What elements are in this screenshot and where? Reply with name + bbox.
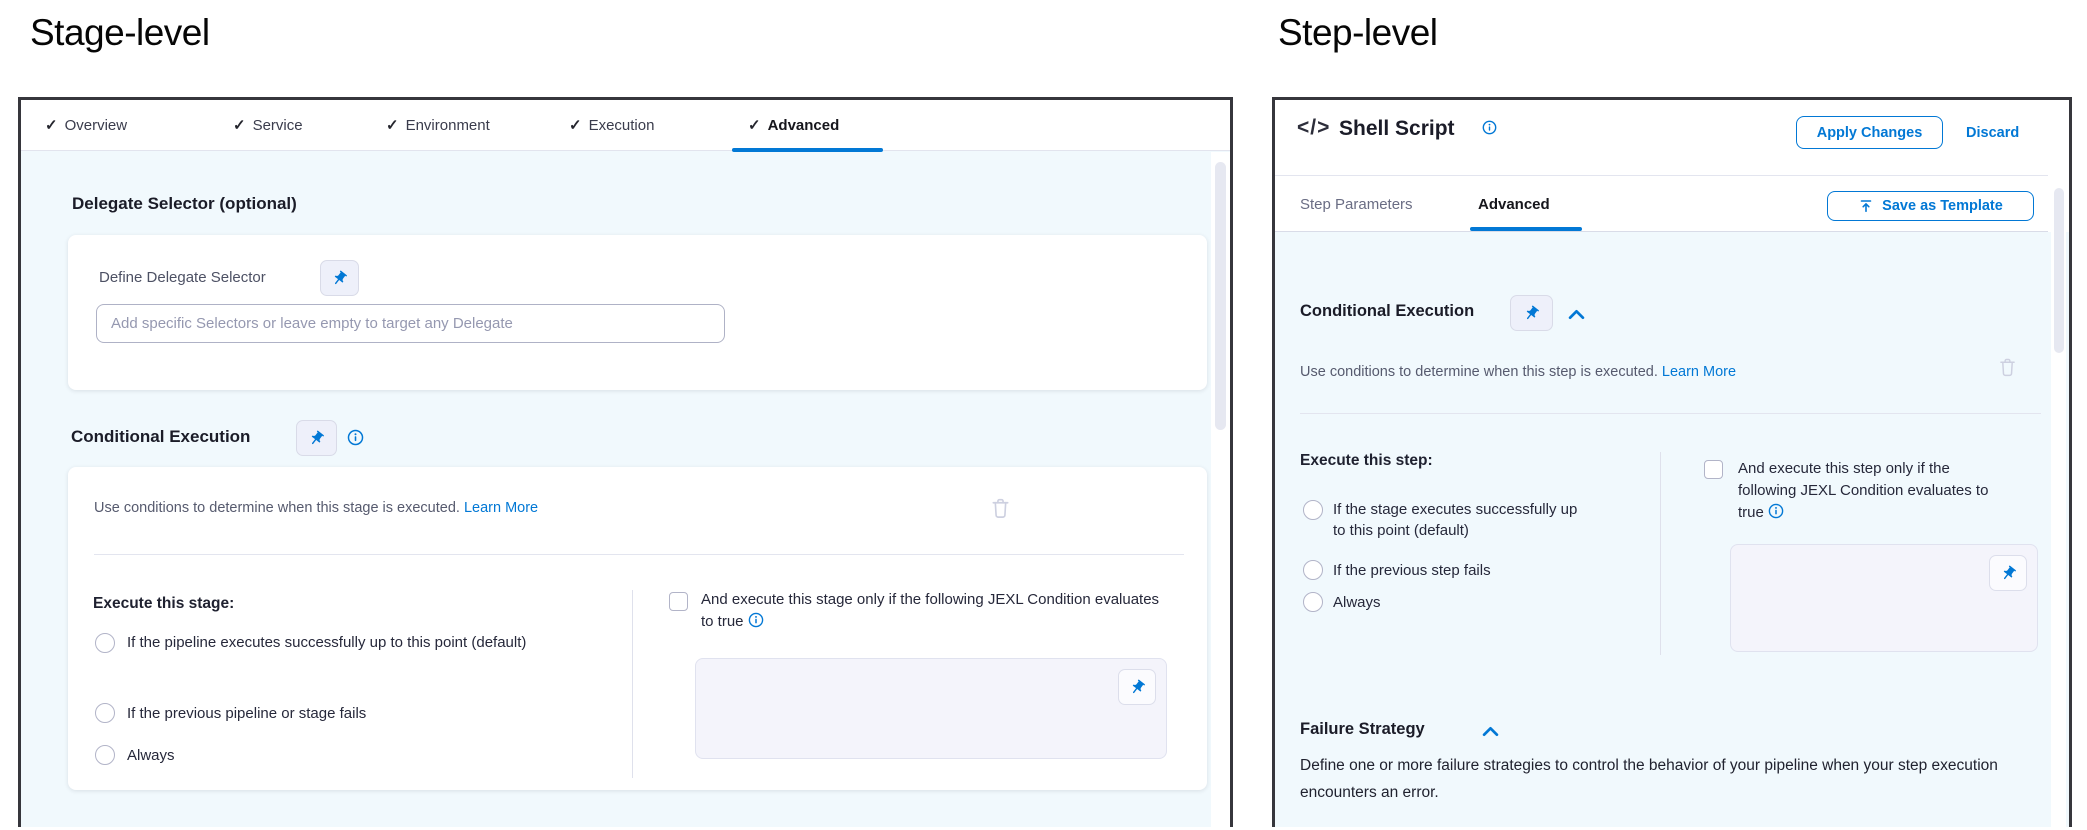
- shell-script-icon: </>: [1297, 116, 1331, 139]
- learn-more-link[interactable]: Learn More: [1661, 364, 1737, 380]
- info-icon[interactable]: [1482, 120, 1497, 140]
- tab-label: Advanced: [1478, 196, 1550, 213]
- delegate-selector-heading: Delegate Selector (optional): [72, 194, 297, 213]
- stage-level-title: Stage-level: [30, 12, 210, 53]
- radio-label-stage-success[interactable]: If the stage executes successfully up to this point (default): [1333, 501, 1578, 539]
- info-icon[interactable]: [347, 429, 364, 451]
- tab-label: Service: [252, 117, 303, 134]
- failure-strategy-heading: Failure Strategy: [1300, 720, 1425, 738]
- execute-this-stage-label: Execute this stage:: [93, 595, 235, 612]
- tab-execution[interactable]: [569, 117, 654, 134]
- discard-button[interactable]: Discard: [1966, 125, 2020, 141]
- jexl-checkbox[interactable]: [669, 592, 688, 611]
- radio-previous-fails[interactable]: [95, 703, 115, 723]
- jexl-checkbox[interactable]: [1704, 460, 1723, 479]
- delegate-selector-input[interactable]: [96, 304, 725, 343]
- scrollbar-thumb[interactable]: [2054, 188, 2064, 353]
- info-icon[interactable]: [1768, 503, 1784, 526]
- jexl-condition-label: [1738, 458, 2010, 526]
- conditional-pin-button[interactable]: [296, 420, 337, 456]
- jexl-expression-input[interactable]: [1730, 544, 2038, 652]
- header-divider: [1275, 175, 2048, 176]
- step-level-title: Step-level: [1278, 12, 1438, 53]
- conditional-description: [1300, 364, 1736, 380]
- save-as-template-label: Save as Template: [1882, 198, 2003, 214]
- tab-service[interactable]: [233, 117, 303, 134]
- check-icon: ✓: [748, 117, 761, 134]
- jexl-condition-label: [701, 589, 1167, 635]
- radio-stage-success[interactable]: [1303, 500, 1323, 520]
- delegate-pin-button[interactable]: [320, 260, 359, 296]
- conditional-description-text: Use conditions to determine when this step is executed.: [1300, 364, 1658, 380]
- jexl-expression-input[interactable]: [695, 658, 1167, 759]
- check-icon: ✓: [233, 117, 246, 134]
- radio-always[interactable]: [1303, 592, 1323, 612]
- apply-changes-button[interactable]: Apply Changes: [1796, 116, 1943, 149]
- define-delegate-selector-label: Define Delegate Selector: [99, 269, 266, 286]
- tab-advanced[interactable]: [748, 117, 839, 134]
- tab-advanced[interactable]: [1478, 196, 1550, 213]
- step-panel: [1272, 97, 2072, 827]
- tab-label: Advanced: [767, 117, 840, 134]
- collapse-chevron-icon[interactable]: [1568, 307, 1585, 325]
- radio-pipeline-success[interactable]: [95, 633, 115, 653]
- radio-label-previous-fails[interactable]: If the previous pipeline or stage fails: [127, 705, 367, 722]
- radio-previous-step-fails[interactable]: [1303, 560, 1323, 580]
- tab-label: Overview: [64, 117, 128, 134]
- conditional-description-text: Use conditions to determine when this stage is executed.: [94, 500, 460, 516]
- radio-label-pipeline-success[interactable]: If the pipeline executes successfully up to this point (default): [127, 634, 527, 651]
- section-divider: [1300, 413, 2041, 414]
- pin-icon: [328, 266, 352, 290]
- tab-label: Environment: [405, 117, 490, 134]
- jexl-condition-text: And execute this stage only if the following JEXL Condition evaluates to true: [701, 591, 1160, 630]
- failure-strategy-description: Define one or more failure strategies to control the behavior of your pipeline when your step execution encounters an error.: [1300, 757, 1998, 801]
- tab-label: Execution: [588, 117, 655, 134]
- check-icon: ✓: [569, 117, 582, 134]
- check-icon: ✓: [386, 117, 399, 134]
- radio-label-always[interactable]: Always: [1333, 594, 1381, 611]
- delete-icon[interactable]: [1997, 355, 2018, 385]
- check-icon: ✓: [45, 117, 58, 134]
- pin-icon: [1996, 561, 2020, 585]
- tabrow-divider: [1275, 231, 2048, 232]
- column-divider: [632, 590, 633, 778]
- card-divider: [94, 554, 1184, 555]
- pin-icon: [1520, 301, 1544, 325]
- collapse-chevron-icon[interactable]: [1482, 724, 1499, 742]
- tab-environment[interactable]: [386, 117, 490, 134]
- step-title: Shell Script: [1339, 117, 1455, 140]
- conditional-pin-button[interactable]: [1510, 295, 1553, 331]
- tab-label: Step Parameters: [1300, 196, 1413, 213]
- delete-icon[interactable]: [989, 495, 1012, 527]
- conditional-execution-heading: Conditional Execution: [71, 427, 251, 446]
- scrollbar-thumb[interactable]: [1215, 162, 1226, 430]
- jexl-pin-button[interactable]: [1989, 555, 2027, 591]
- conditional-description: [94, 500, 538, 516]
- radio-label-previous-step-fails[interactable]: If the previous step fails: [1333, 562, 1491, 579]
- tab-overview[interactable]: [45, 117, 127, 134]
- stage-panel: [18, 97, 1233, 827]
- radio-always[interactable]: [95, 745, 115, 765]
- tab-step-parameters[interactable]: [1300, 196, 1413, 213]
- column-divider: [1660, 452, 1661, 655]
- upload-icon: [1858, 198, 1874, 214]
- save-as-template-button[interactable]: [1827, 191, 2034, 221]
- active-tab-underline: [732, 148, 883, 152]
- execute-this-step-label: Execute this step:: [1300, 452, 1433, 469]
- conditional-execution-heading: Conditional Execution: [1300, 302, 1475, 320]
- jexl-condition-text: And execute this step only if the following JEXL Condition evaluates to true: [1738, 460, 1989, 521]
- pin-icon: [305, 426, 329, 450]
- radio-label-always[interactable]: Always: [127, 747, 175, 764]
- learn-more-link[interactable]: Learn More: [463, 500, 539, 516]
- jexl-pin-button[interactable]: [1118, 669, 1156, 705]
- info-icon[interactable]: [748, 612, 764, 635]
- pin-icon: [1125, 675, 1149, 699]
